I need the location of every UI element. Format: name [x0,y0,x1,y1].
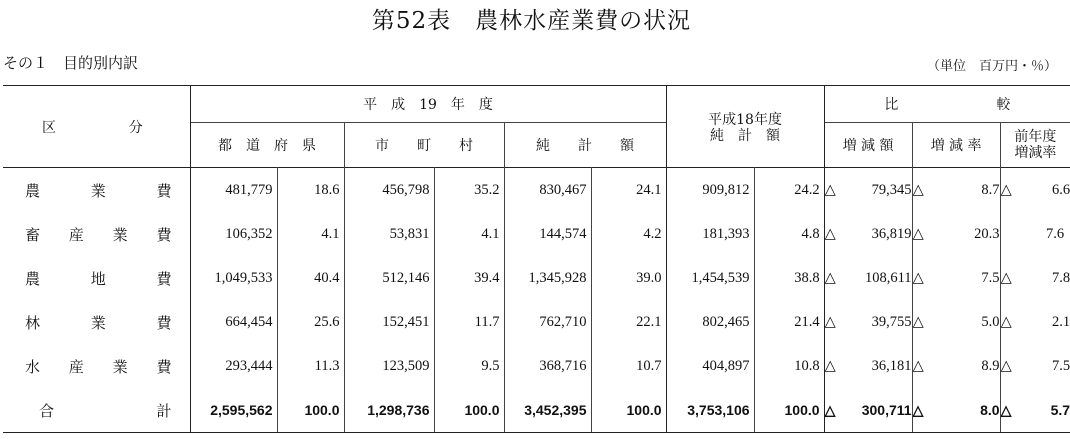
fy18-value: 1,454,539 [666,256,754,300]
header-prefectures: 都 道 府 県 [190,123,344,168]
header-comparison: 比 較 [824,86,1070,123]
net-value: 3,452,395 [504,388,591,433]
fy18-percent: 24.2 [754,168,824,213]
row-label: 林業費 [25,313,172,332]
total-row [3,388,1070,433]
muni-value: 123,509 [344,344,434,388]
pref-value: 481,779 [190,168,277,213]
header-change-amount: 増 減 額 [824,123,912,168]
net-value: 368,716 [504,344,591,388]
change-rate: △ 5.0 [912,300,1000,344]
header-fy18-net-total: 平成18年度 純 計 額 [666,86,824,168]
muni-value: 1,298,736 [344,388,434,433]
prev-change-rate: △ 5.7 [1000,388,1070,433]
header-net-total: 純 計 額 [504,123,666,168]
muni-percent: 39.4 [434,256,504,300]
pref-value: 2,595,562 [190,388,277,433]
expenditure-table [3,85,1070,433]
net-percent: 4.2 [591,212,666,256]
muni-value: 53,831 [344,212,434,256]
prev-change-rate: △ 2.1 [1000,300,1070,344]
muni-percent: 11.7 [434,300,504,344]
change-rate: △ 8.0 [912,388,1000,433]
fy18-percent: 10.8 [754,344,824,388]
pref-percent: 40.4 [277,256,344,300]
muni-percent: 9.5 [434,344,504,388]
pref-percent: 100.0 [277,388,344,433]
fy18-value: 404,897 [666,344,754,388]
table-row [3,212,1070,256]
change-rate: △ 8.7 [912,168,1000,213]
pref-percent: 4.1 [277,212,344,256]
fy18-percent: 100.0 [754,388,824,433]
pref-value: 1,049,533 [190,256,277,300]
fy18-percent: 4.8 [754,212,824,256]
table-row [3,168,1070,213]
header-fy19: 平 成 19 年 度 [190,86,666,123]
net-value: 830,467 [504,168,591,213]
prev-change-rate: △ 7.8 [1000,256,1070,300]
change-amount: △ 300,711 [824,388,912,433]
pref-percent: 18.6 [277,168,344,213]
net-value: 1,345,928 [504,256,591,300]
net-percent: 22.1 [591,300,666,344]
table-row [3,344,1070,388]
fy18-value: 909,812 [666,168,754,213]
change-amount: △ 39,755 [824,300,912,344]
muni-value: 152,451 [344,300,434,344]
change-amount: △ 108,611 [824,256,912,300]
row-label: 合計 [3,388,190,433]
net-percent: 24.1 [591,168,666,213]
pref-value: 106,352 [190,212,277,256]
header-category: 区 分 [3,86,190,168]
header-prev-year-change-rate: 前年度 増減率 [1000,123,1070,168]
pref-value: 664,454 [190,300,277,344]
pref-value: 293,444 [190,344,277,388]
change-amount: △ 36,181 [824,344,912,388]
unit-note: （単位 百万円・％） [926,59,1057,74]
table-row [3,300,1070,344]
prev-change-rate: 7.6 [1000,212,1070,256]
row-label: 農地費 [25,269,172,288]
fy18-value: 3,753,106 [666,388,754,433]
page-title: 第52表 農林水産業費の状況 [371,8,692,34]
muni-percent: 35.2 [434,168,504,213]
net-value: 762,710 [504,300,591,344]
muni-value: 512,146 [344,256,434,300]
fy18-value: 802,465 [666,300,754,344]
change-rate: △20.3 [912,212,1000,256]
change-rate: △ 7.5 [912,256,1000,300]
row-label: 畜産業費 [25,225,172,244]
fy18-percent: 21.4 [754,300,824,344]
prev-change-rate: △ 6.6 [1000,168,1070,213]
pref-percent: 11.3 [277,344,344,388]
net-percent: 39.0 [591,256,666,300]
net-percent: 100.0 [591,388,666,433]
row-label: 水産業費 [25,357,172,376]
net-percent: 10.7 [591,344,666,388]
change-amount: △ 79,345 [824,168,912,213]
fy18-value: 181,393 [666,212,754,256]
net-value: 144,574 [504,212,591,256]
header-municipalities: 市 町 村 [344,123,504,168]
pref-percent: 25.6 [277,300,344,344]
muni-percent: 100.0 [434,388,504,433]
change-amount: △ 36,819 [824,212,912,256]
muni-percent: 4.1 [434,212,504,256]
fy18-percent: 38.8 [754,256,824,300]
row-label: 農業費 [25,181,172,200]
header-change-rate: 増 減 率 [912,123,1000,168]
change-rate: △ 8.9 [912,344,1000,388]
prev-change-rate: △ 7.5 [1000,344,1070,388]
table-subtitle: その１ 目的別内訳 [3,54,139,72]
muni-value: 456,798 [344,168,434,213]
table-row [3,256,1070,300]
